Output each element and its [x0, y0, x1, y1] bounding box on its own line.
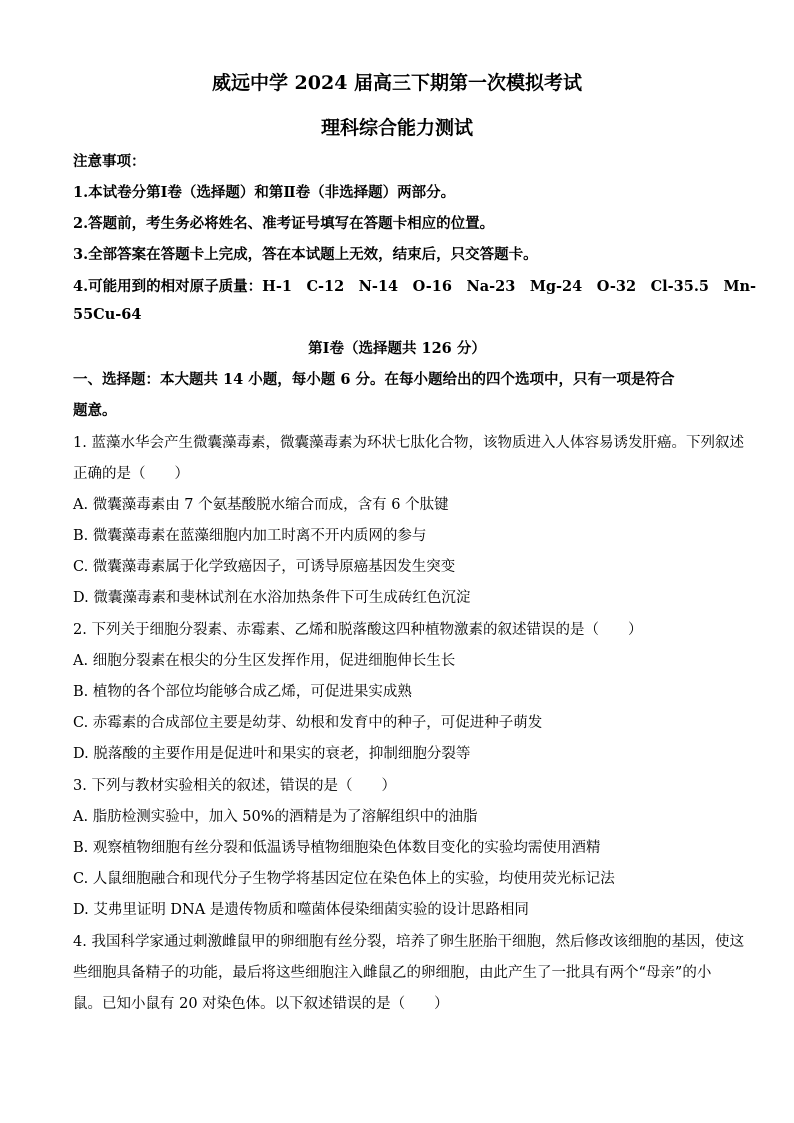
- notice-heading: 注意事项：: [73, 153, 146, 170]
- notice-item: 3.全部答案在答题卡上完成，答在本试题上无效，结束后，只交答题卡。: [73, 246, 538, 263]
- question-1-stem: 1. 蓝藻水华会产生微囊藻毒素，微囊藻毒素为环状七肽化合物，该物质进入人体容易诱发肝癌。下列叙述: [73, 435, 744, 451]
- notice-item: 2.答题前，考生务必将姓名、准考证号填写在答题卡相应的位置。: [73, 215, 495, 232]
- section-title: 第Ⅰ卷（选择题共 126 分）: [308, 340, 486, 357]
- section-instruction: 一、选择题：本大题共 14 小题，每小题 6 分。在每小题给出的四个选项中，只有一项是符合: [73, 371, 675, 388]
- question-1-option-d: D. 微囊藻毒素和斐林试剂在水浴加热条件下可生成砖红色沉淀: [73, 590, 471, 606]
- exam-subtitle: 理科综合能力测试: [320, 117, 473, 139]
- question-2-option-c: C. 赤霉素的合成部位主要是幼芽、幼根和发育中的种子，可促进种子萌发: [73, 715, 543, 731]
- question-1-option-c: C. 微囊藻毒素属于化学致癌因子，可诱导原癌基因发生突变: [73, 559, 456, 575]
- question-4-stem: 4. 我国科学家通过刺激雌鼠甲的卵细胞有丝分裂，培养了卵生胚胎干细胞，然后修改该细胞的基因，使这: [73, 934, 744, 950]
- question-3-option-c: C. 人鼠细胞融合和现代分子生物学将基因定位在染色体上的实验，均使用荧光标记法: [73, 871, 615, 887]
- question-3-option-b: B. 观察植物细胞有丝分裂和低温诱导植物细胞染色体数目变化的实验均需使用酒精: [73, 840, 601, 856]
- notice-item: 4.可能用到的相对原子质量：H-1 C-12 N-14 O-16 Na-23 Mg-24 O-32 Cl-35.5 Mn-: [73, 278, 757, 295]
- notice-item: 55Cu-64: [73, 306, 142, 323]
- question-3-option-d: D. 艾弗里证明 DNA 是遗传物质和噬菌体侵染细菌实验的设计思路相同: [73, 902, 529, 918]
- exam-title: 威远中学 2024 届高三下期第一次模拟考试: [211, 72, 583, 94]
- question-2-option-d: D. 脱落酸的主要作用是促进叶和果实的衰老，抑制细胞分裂等: [73, 746, 471, 762]
- question-4-stem-cont: 鼠。已知小鼠有 20 对染色体。以下叙述错误的是（ ）: [73, 996, 449, 1012]
- question-3-stem: 3. 下列与教材实验相关的叙述，错误的是（ ）: [73, 778, 396, 794]
- section-instruction-cont: 题意。: [73, 402, 117, 419]
- question-3-option-a: A. 脂肪检测实验中，加入 50%的酒精是为了溶解组织中的油脂: [73, 809, 478, 825]
- question-2-option-a: A. 细胞分裂素在根尖的分生区发挥作用，促进细胞伸长生长: [73, 653, 456, 669]
- question-1-stem-cont: 正确的是（ ）: [73, 466, 189, 482]
- question-1-option-b: B. 微囊藻毒素在蓝藻细胞内加工时离不开内质网的参与: [73, 528, 427, 544]
- notice-item: 1.本试卷分第Ⅰ卷（选择题）和第Ⅱ卷（非选择题）两部分。: [73, 184, 456, 201]
- question-1-option-a: A. 微囊藻毒素由 7 个氨基酸脱水缩合而成，含有 6 个肽键: [73, 497, 449, 513]
- question-4-stem-cont: 些细胞具备精子的功能，最后将这些细胞注入雌鼠乙的卵细胞，由此产生了一批具有两个“母亲”的小: [73, 965, 712, 981]
- question-2-option-b: B. 植物的各个部位均能够合成乙烯，可促进果实成熟: [73, 684, 412, 700]
- question-2-stem: 2. 下列关于细胞分裂素、赤霉素、乙烯和脱落酸这四种植物激素的叙述错误的是（ ）: [73, 622, 643, 638]
